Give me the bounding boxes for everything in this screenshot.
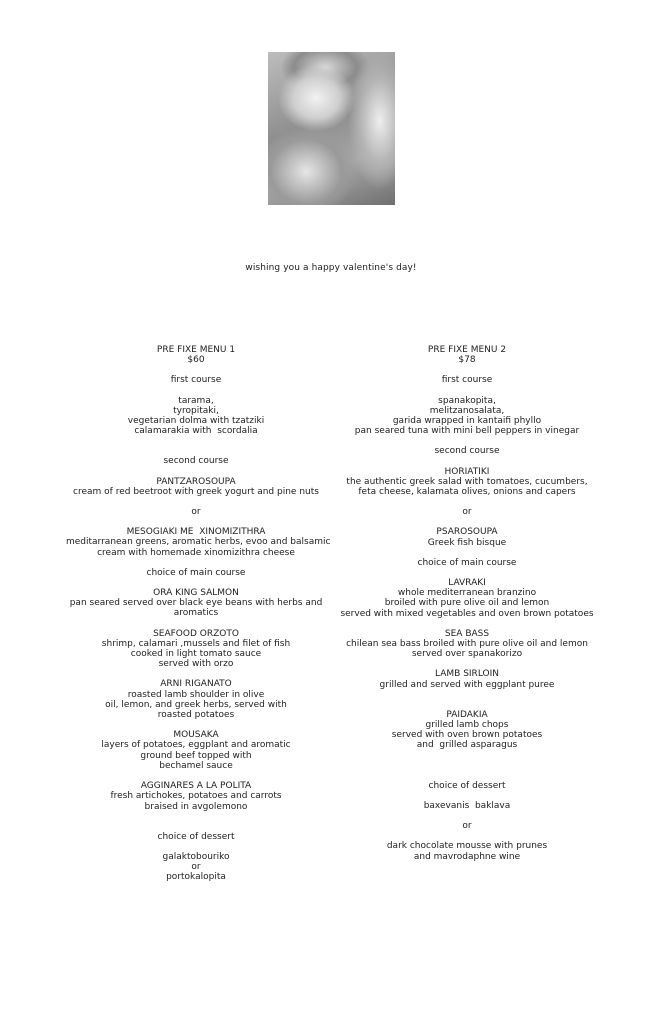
dish-desc: grilled lamb chops (425, 720, 509, 731)
first-course-heading: first course (441, 375, 493, 386)
dessert-item: dark chocolate mousse with prunes (386, 841, 548, 852)
menu-title: PRE FIXE MENU 1 (156, 345, 236, 355)
dish-desc: Greek fish bisque (427, 537, 507, 548)
first-course-item: vegetarian dolma with tzatziki (127, 416, 265, 427)
dish-name: AGGINARES A LA POLITA (140, 781, 252, 792)
first-course-item: spanakopita, (438, 395, 496, 406)
angel-statue-image (268, 52, 395, 205)
main-course-heading: choice of main course (146, 567, 246, 578)
dessert-item: galaktobouriko (162, 851, 230, 862)
dish-desc: served with oven brown potatoes (391, 730, 543, 741)
dish-desc: served with mixed vegetables and oven brown potatoes (340, 608, 594, 619)
menu-title: PRE FIXE MENU 2 (427, 345, 507, 355)
or-separator: or (462, 821, 472, 832)
main-course-heading: choice of main course (417, 557, 517, 568)
dish-desc: the authentic greek salad with tomatoes, cucumbers, (346, 476, 588, 487)
first-course-item: melitzanosalata, (429, 405, 505, 416)
dish-desc: chilean sea bass broiled with pure olive oil and lemon (346, 639, 588, 650)
or-separator: or (462, 507, 472, 518)
first-course-heading: first course (170, 375, 222, 386)
menu-price: $60 (187, 355, 205, 366)
dish-desc: braised in avgolemono (144, 801, 248, 812)
first-course-item: tyropitaki, (173, 405, 219, 416)
dish-desc: layers of potatoes, eggplant and aromatic (101, 740, 291, 751)
first-course-item: calamarakia with scordalia (134, 426, 258, 437)
prefixe-menu-2 (337, 345, 597, 862)
dish-desc: whole mediterranean branzino (397, 588, 537, 599)
dish-desc: bechamel sauce (159, 760, 233, 771)
dessert-item: baxevanis baklava (423, 800, 511, 811)
dish-desc: ground beef topped with (140, 750, 252, 761)
dish-name: HORIATIKI (444, 466, 490, 477)
dish-desc: grilled and served with eggplant puree (379, 679, 555, 690)
dish-desc: oil, lemon, and greek herbs, served with (105, 699, 287, 710)
dish-desc: and grilled asparagus (416, 740, 518, 751)
first-course-item: pan seared tuna with mini bell peppers in vinegar (354, 426, 580, 437)
dish-desc: cream with homemade xinomizithra cheese (97, 547, 295, 558)
dish-desc: roasted lamb shoulder in olive (127, 689, 265, 700)
valentines-greeting: wishing you a happy valentine's day! (245, 263, 417, 273)
dish-desc: fresh artichokes, potatoes and carrots (110, 791, 282, 802)
dessert-item: and mavrodaphne wine (413, 851, 521, 862)
dish-desc: aromatics (173, 608, 219, 619)
dish-name: SEA BASS (444, 628, 490, 639)
prefixe-menu-1 (66, 345, 331, 883)
dessert-item: portokalopita (166, 872, 226, 883)
second-course-heading: second course (434, 446, 500, 457)
dish-desc: broiled with pure olive oil and lemon (384, 598, 550, 609)
dish-name: PSAROSOUPA (436, 527, 498, 538)
dessert-heading: choice of dessert (428, 780, 506, 791)
first-course-item: garida wrapped in kantaifi phyllo (392, 416, 542, 427)
or-separator: or (191, 862, 201, 873)
dish-name: PANTZAROSOUPA (156, 476, 236, 487)
dish-desc: pan seared served over black eye beans with herbs and (69, 598, 323, 609)
dessert-heading: choice of dessert (157, 831, 235, 842)
menu-price: $78 (458, 355, 476, 366)
dish-desc: shrimp, calamari ,mussels and filet of fish (101, 638, 291, 649)
dish-desc: meditarranean greens, aromatic herbs, evoo and balsamic (66, 537, 331, 548)
dish-desc: served with orzo (158, 659, 234, 670)
second-course-heading: second course (163, 456, 229, 467)
dish-desc: served over spanakorizo (411, 649, 523, 660)
dish-name: SEAFOOD ORZOTO (153, 628, 239, 639)
dish-desc: roasted potatoes (157, 710, 235, 721)
dish-name: ORA KING SALMON (153, 588, 239, 599)
dish-desc: feta cheese, kalamata olives, onions and capers (358, 487, 576, 498)
dish-name: MOUSAKA (173, 730, 219, 741)
dish-desc: cooked in light tomato sauce (130, 649, 262, 660)
dish-name: PAIDAKIA (446, 709, 488, 720)
dish-name: LAVRAKI (448, 578, 486, 589)
dish-name: ARNI RIGANATO (160, 679, 232, 690)
dish-name: LAMB SIRLOIN (435, 669, 499, 680)
or-separator: or (191, 507, 201, 518)
dish-name: MESOGIAKI ME XINOMIZITHRA (126, 527, 266, 538)
first-course-item: tarama, (178, 395, 214, 406)
dish-desc: cream of red beetroot with greek yogurt and pine nuts (73, 486, 319, 497)
